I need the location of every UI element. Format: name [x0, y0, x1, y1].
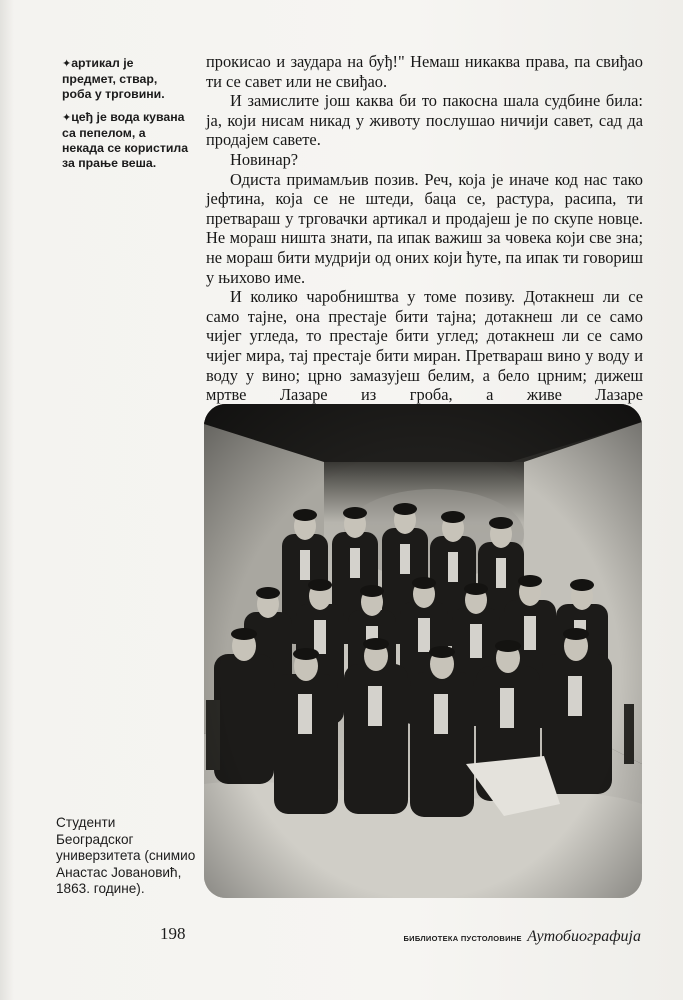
series-label: БИБЛИОТЕКА ПУСТОЛОВИНЕ — [403, 934, 522, 943]
paragraph: И колико чаробништва у томе позиву. Дотакнеш ли се само тајне, она престаје бити тајна; дотакнеш ли се само чијег угледа, то престаје бити углед; дотакнеш ли се само чијег мира, тај престаје бити миран. Претвараш вино у воду и воду у вино; црно замазујеш белим, а бело црним; дижеш мртве Лазаре из гроба, а живе Лазаре — [206, 287, 643, 405]
page-number: 198 — [160, 924, 186, 943]
margin-glossary — [62, 56, 190, 179]
glossary-note — [62, 110, 190, 171]
paragraph: прокисао и заудара на буђ!" Немаш никаква права, па свиђао ти се савет или не свиђао. — [206, 52, 643, 91]
glossary-note — [62, 56, 190, 102]
paragraph: Новинар? — [230, 149, 299, 169]
glossary-note-text: артикал је предмет, ствар, роба у трговини. — [62, 56, 165, 101]
paragraph: Одиста примамљив позив. Реч, која је иначе код нас тако јефтина, која се не штеди, баца се, растура, расипа, ти претвараш у трговачки артикал и продајеш је по скупе новце. Не мораш ништа знати, па ипак важиш за човека који све зна; не мораш бити мудрији од оних који ћуте, па ипак ти говориш у њихово име. — [206, 169, 643, 287]
glossary-note-text: цеђ је вода кувана са пепелом, а некада се користила за прање веша. — [62, 110, 189, 170]
main-text-column — [206, 52, 643, 405]
running-footer — [403, 928, 641, 946]
star-bullet-icon: ✦ — [62, 112, 72, 124]
book-title: Аутобиографија — [527, 928, 641, 945]
star-bullet-icon: ✦ — [62, 58, 72, 70]
photo-caption: Студенти Београдског универзитета (снимио Анастас Јовановић, 1863. године). — [56, 815, 196, 897]
students-group-photo-image — [204, 404, 642, 898]
group-photograph — [204, 404, 642, 898]
paragraph: И замислите још каква би то пакосна шала судбине била: ја, који нисам никад у животу послушао ничији савет, сад да продајем савете. — [206, 91, 643, 150]
